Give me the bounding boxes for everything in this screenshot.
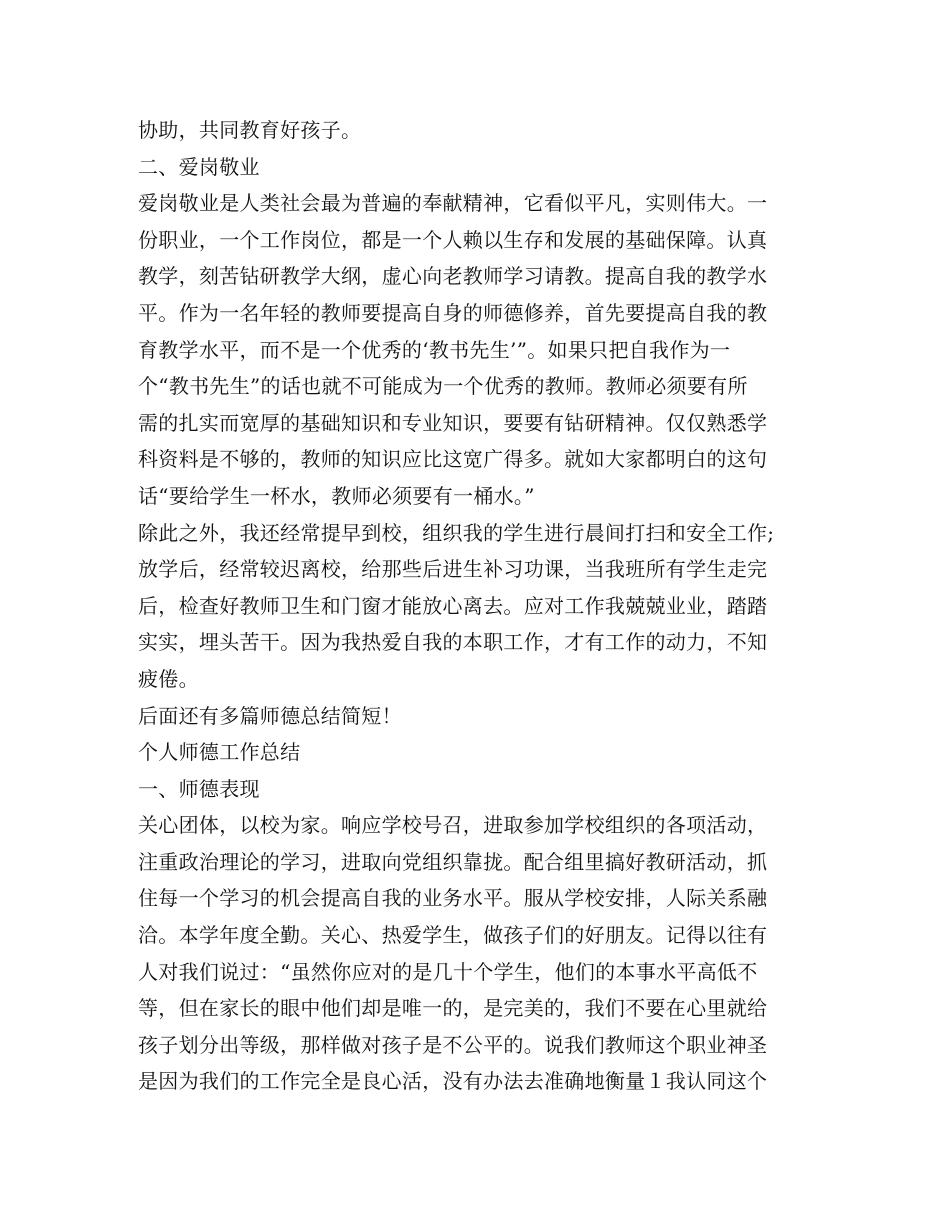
text-line: 需的扎实而宽厚的基础知识和专业知识，要要有钻研精神。仅仅熟悉学 [138,410,768,435]
text-line: 平。作为一名年轻的教师要提高自身的师德修养，首先要提高自我的教 [138,300,768,325]
text-line: 是因为我们的工作完全是良心活，没有办法去准确地衡量１我认同这个 [138,1069,768,1094]
document-title: 个人师德工作总结 [138,740,301,765]
text-line: 疲倦。 [138,666,199,691]
text-line: 实实，埋头苦干。因为我热爱自我的本职工作，才有工作的动力，不知 [138,630,768,655]
text-line: 科资料是不够的，教师的知识应比这宽广得多。就如大家都明白的这句 [138,447,768,472]
document-body [138,112,818,1100]
text-line: 住每一个学习的机会提高自我的业务水平。服从学校安排，人际关系融 [138,886,768,911]
text-line: 等，但在家长的眼中他们却是唯一的，是完美的，我们不要在心里就给 [138,996,768,1021]
text-line: 个“教书先生”的话也就不可能成为一个优秀的教师。教师必须要有所 [138,374,748,399]
section-heading: 一、师德表现 [138,776,260,801]
text-line: 注重政治理论的学习，进取向党组织靠拢。配合组里搞好教研活动，抓 [138,849,768,874]
text-line: 协助，共同教育好孩子。 [138,118,362,142]
text-line: 教学，刻苦钻研教学大纲，虚心向老教师学习请教。提高自我的教学水 [138,264,768,289]
section-heading: 二、爱岗敬业 [138,154,260,179]
text-line: 话“要给学生一杯水，教师必须要有一桶水。” [138,483,535,508]
text-line: 放学后，经常较迟离校，给那些后进生补习功课，当我班所有学生走完 [138,557,768,582]
text-line: 爱岗敬业是人类社会最为普遍的奉献精神，它看似平凡，实则伟大。一 [138,191,768,216]
text-line: 人对我们说过：“虽然你应对的是几十个学生，他们的本事水平高低不 [138,959,758,984]
text-line: 后，检查好教师卫生和门窗才能放心离去。应对工作我兢兢业业，踏踏 [138,593,768,618]
text-line: 洽。本学年度全勤。关心、热爱学生，做孩子们的好朋友。记得以往有 [138,923,768,948]
text-line: 除此之外，我还经常提早到校，组织我的学生进行晨间打扫和安全工作; [138,520,775,545]
text-line: 孩子划分出等级，那样做对孩子是不公平的。说我们教师这个职业神圣 [138,1032,768,1057]
text-line: 关心团体，以校为家。响应学校号召，进取参加学校组织的各项活动， [138,813,768,838]
text-line: 育教学水平，而不是一个优秀的‘教书先生’”。如果只把自我作为一 [138,337,731,362]
text-line: 份职业，一个工作岗位，都是一个人赖以生存和发展的基础保障。认真 [138,227,768,252]
text-line: 后面还有多篇师德总结简短！ [138,703,402,728]
